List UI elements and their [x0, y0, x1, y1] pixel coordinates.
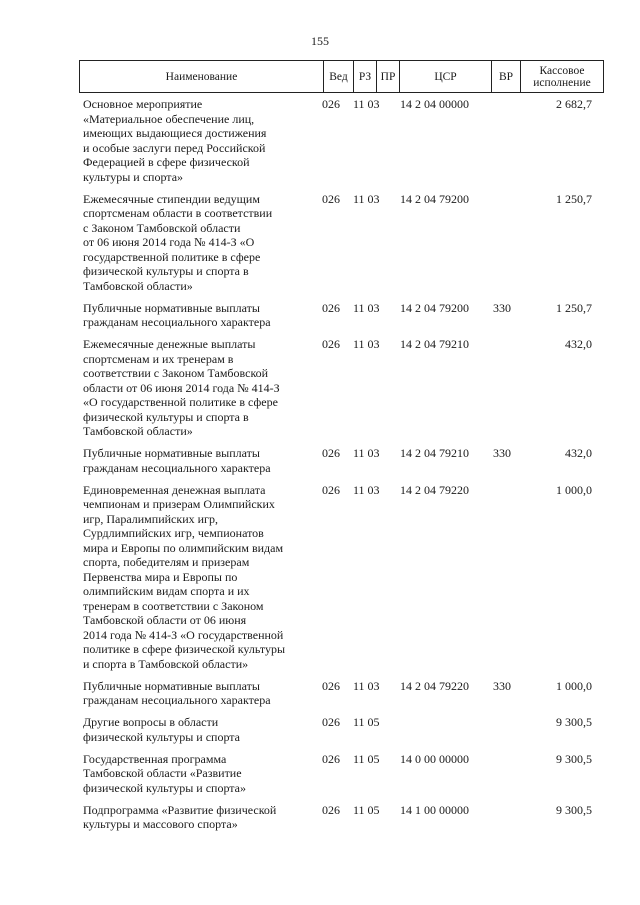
header-ved: Вед [323, 61, 353, 92]
row-name-line: спортсменам области в соответствии [83, 206, 273, 220]
header-vr: ВР [491, 61, 520, 92]
row-name-line: спорта, победителям и призерам [83, 555, 250, 569]
row-name-line: мира и Европы по олимпийским видам [83, 540, 284, 555]
row-ved: 026 [322, 191, 340, 206]
table-header [79, 60, 604, 93]
row-name-line: Тамбовской области» [83, 278, 193, 293]
row-csr: 14 1 00 00000 [400, 802, 469, 817]
header-name: Наименование [165, 70, 238, 83]
row-name-line: Тамбовской области от 06 июня [83, 613, 247, 627]
row-name [83, 752, 313, 796]
row-ved: 026 [322, 337, 340, 351]
row-name-line: Подпрограмма «Развитие физической [83, 802, 277, 817]
row-ved: 026 [322, 678, 340, 693]
row-name-line: имеющих выдающиеся достижения [83, 126, 267, 140]
row-name [83, 715, 313, 744]
row-name-line: спортсменам и их тренерам в [83, 351, 234, 366]
row-amount: 432,0 [565, 337, 592, 351]
row-name-line: гражданам несоциального характера [83, 460, 271, 475]
row-rz-pr: 11 03 [353, 446, 380, 460]
row-name-line: Основное мероприятие [83, 97, 203, 111]
header-amount [520, 61, 603, 92]
row-name-line: Ежемесячные стипендии ведущим [83, 191, 260, 206]
row-name-line: Первенства мира и Европы по [83, 569, 238, 584]
row-name-line: физической культуры и спорта в [83, 409, 249, 424]
header-amount-line1: Кассовое [539, 64, 585, 77]
row-name-line: культуры и массового спорта» [83, 817, 238, 831]
row-name [83, 679, 313, 708]
row-vr: 330 [493, 300, 511, 315]
row-csr: 14 2 04 79210 [400, 446, 469, 460]
row-csr: 14 2 04 79210 [400, 337, 469, 351]
row-name-line: тренерам в соответствии с Законом [83, 598, 264, 613]
header-amount-line2: исполнение [533, 76, 591, 89]
row-name-line: политике в сфере физической культуры [83, 642, 286, 656]
row-name-line: от 06 июня 2014 года № 414-З «О [83, 235, 255, 249]
header-rz: РЗ [353, 61, 376, 92]
row-name-line: Сурдлимпийских игр, чемпионатов [83, 526, 264, 540]
row-name-line: гражданам несоциального характера [83, 693, 271, 707]
row-amount: 1 250,7 [556, 300, 592, 315]
row-name-line: и спорта в Тамбовской области» [83, 656, 249, 671]
row-name-line: и особые заслуги перед Российской [83, 140, 266, 155]
row-csr: 14 2 04 00000 [400, 97, 469, 111]
row-amount: 1 250,7 [556, 191, 592, 206]
row-rz-pr: 11 03 [353, 191, 380, 206]
row-name [83, 446, 313, 475]
row-vr: 330 [493, 446, 511, 460]
row-name-line: Публичные нормативные выплаты [83, 300, 260, 315]
row-name-line: с Законом Тамбовской области [83, 220, 241, 235]
row-amount: 432,0 [565, 446, 592, 460]
row-name-line: Государственная программа [83, 751, 227, 766]
page-number: 155 [311, 34, 329, 48]
row-csr: 14 0 00 00000 [400, 751, 469, 766]
row-amount: 9 300,5 [556, 751, 592, 766]
header-csr: ЦСР [399, 61, 491, 92]
row-name-line: государственной политике в сфере [83, 249, 261, 264]
row-vr: 330 [493, 678, 511, 693]
row-amount: 9 300,5 [556, 715, 592, 729]
row-name-line: Публичные нормативные выплаты [83, 678, 260, 693]
row-ved: 026 [322, 446, 340, 460]
row-ved: 026 [322, 715, 340, 729]
row-rz-pr: 11 03 [353, 337, 380, 351]
row-name-line: Публичные нормативные выплаты [83, 446, 260, 460]
row-name [83, 337, 313, 439]
row-amount: 2 682,7 [556, 97, 592, 111]
row-name-line: Тамбовской области» [83, 424, 193, 438]
row-ved: 026 [322, 482, 340, 497]
row-name-line: физической культуры и спорта» [83, 780, 247, 795]
row-amount: 1 000,0 [556, 678, 592, 693]
row-rz-pr: 11 03 [353, 482, 380, 497]
row-name-line: олимпийским видам спорта и их [83, 584, 250, 598]
row-name-line: физической культуры и спорта в [83, 264, 249, 278]
row-name-line: «О государственной политике в сфере [83, 395, 278, 409]
header-pr: ПР [376, 61, 399, 92]
row-csr: 14 2 04 79220 [400, 678, 469, 693]
row-name-line: чемпионам и призерам Олимпийских [83, 497, 275, 511]
row-csr: 14 2 04 79200 [400, 191, 469, 206]
row-name-line: Ежемесячные денежные выплаты [83, 337, 256, 351]
row-name-line: игр, Паралимпийских игр, [83, 511, 218, 526]
row-ved: 026 [322, 751, 340, 766]
row-name-line: физической культуры и спорта [83, 729, 241, 744]
row-rz-pr: 11 03 [353, 97, 380, 111]
row-rz-pr: 11 03 [353, 678, 380, 693]
row-name-line: области от 06 июня 2014 года № 414-З [83, 380, 280, 395]
row-ved: 026 [322, 97, 340, 111]
row-name [83, 97, 313, 184]
row-csr: 14 2 04 79200 [400, 300, 469, 315]
row-csr: 14 2 04 79220 [400, 482, 469, 497]
row-ved: 026 [322, 802, 340, 817]
row-rz-pr: 11 03 [353, 300, 380, 315]
row-name-line: «Материальное обеспечение лиц, [83, 111, 255, 126]
row-rz-pr: 11 05 [353, 802, 380, 817]
row-name [83, 192, 313, 294]
row-name-line: соответствии с Законом Тамбовской [83, 366, 269, 380]
row-rz-pr: 11 05 [353, 715, 380, 729]
row-name-line: Федерацией в сфере физической [83, 155, 250, 169]
row-name-line: гражданам несоциального характера [83, 315, 271, 329]
row-name [83, 483, 313, 672]
row-name-line: Другие вопросы в области [83, 715, 219, 729]
row-amount: 9 300,5 [556, 802, 592, 817]
row-name-line: Тамбовской области «Развитие [83, 766, 242, 780]
row-ved: 026 [322, 300, 340, 315]
row-name-line: культуры и спорта» [83, 169, 184, 184]
row-rz-pr: 11 05 [353, 751, 380, 766]
row-amount: 1 000,0 [556, 482, 592, 497]
row-name-line: 2014 года № 414-З «О государственной [83, 627, 284, 642]
row-name-line: Единовременная денежная выплата [83, 482, 266, 497]
row-name [83, 301, 313, 330]
row-name [83, 803, 313, 832]
